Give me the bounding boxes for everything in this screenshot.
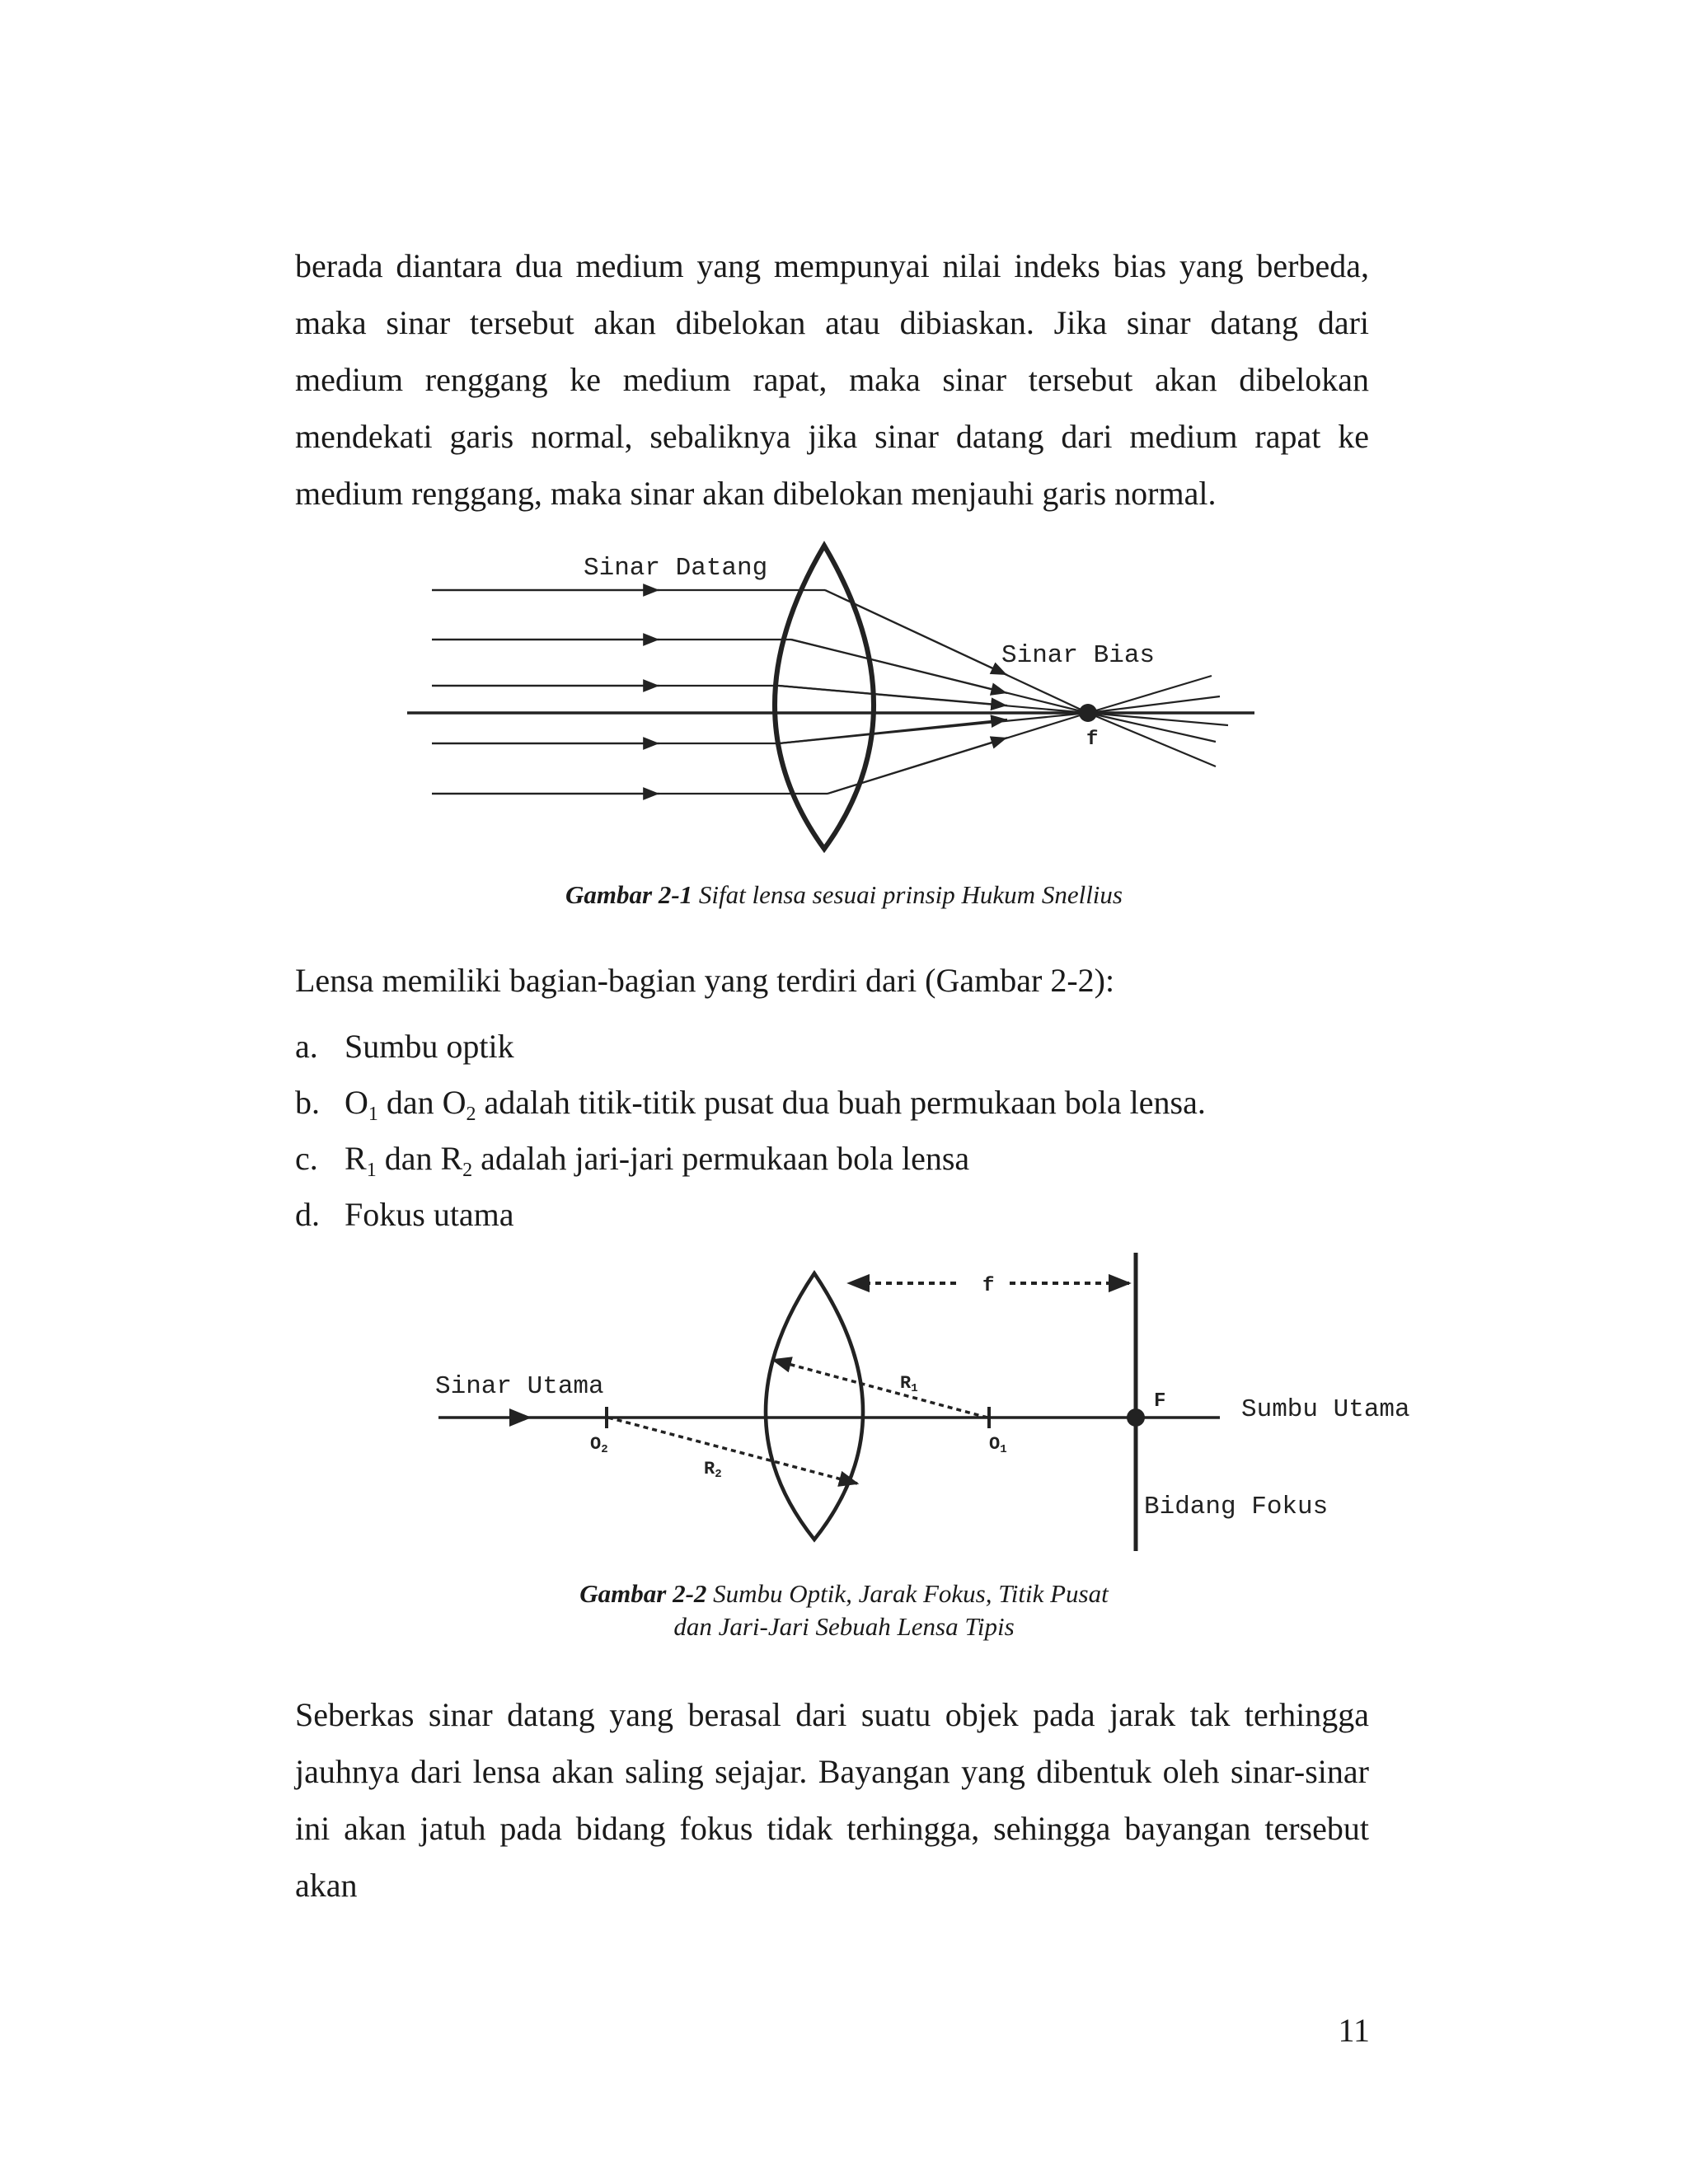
label-F: F xyxy=(1154,1390,1166,1413)
list-text xyxy=(345,1080,1206,1136)
lens-parts-lead: Lensa memiliki bagian-bagian yang terdiri dari (Gambar 2-2): xyxy=(295,962,1115,999)
label-R1-letter: R xyxy=(900,1373,912,1394)
text-r: R xyxy=(345,1140,367,1177)
text-dan-r: dan R xyxy=(376,1140,463,1177)
label-O2-letter: O xyxy=(590,1434,602,1455)
label-refracted-rays: Sinar Bias xyxy=(1001,641,1156,670)
label-O1 xyxy=(989,1434,1007,1456)
text-rest: adalah titik-titik pusat dua buah permukaan bola lensa. xyxy=(476,1084,1206,1121)
label-f: f xyxy=(982,1275,995,1297)
list-marker: a. xyxy=(295,1028,318,1065)
focal-point xyxy=(1079,704,1097,722)
label-O2 xyxy=(590,1434,608,1456)
closing-paragraph: Seberkas sinar datang yang berasal dari suatu objek pada jarak tak terhingga jauhnya dari lensa akan saling sejajar. Bayangan yang dibentuk oleh sinar-sinar ini akan jatuh pada bidang fokus tidak terhingga, sehingga bayangan tersebut akan xyxy=(295,1696,1369,1904)
label-main-ray: Sinar Utama xyxy=(435,1372,604,1401)
subscript-1: 1 xyxy=(368,1104,378,1125)
label-focus-f: f xyxy=(1086,729,1099,751)
figure-1-caption xyxy=(0,879,1688,912)
text-rest: adalah jari-jari permukaan bola lensa xyxy=(472,1140,970,1177)
text-o: O xyxy=(345,1084,368,1121)
radius-r2 xyxy=(608,1418,857,1483)
text-dan-o: dan O xyxy=(377,1084,467,1121)
figure-lens-parts xyxy=(435,1253,1410,1551)
label-main-axis: Sumbu Utama xyxy=(1241,1395,1410,1424)
incoming-rays xyxy=(432,590,828,794)
figure-1-caption-label: Gambar 2-1 xyxy=(565,880,693,909)
label-O1-letter: O xyxy=(989,1434,1001,1455)
list-text xyxy=(345,1136,969,1192)
refracted-rays xyxy=(779,590,1228,794)
radius-r1 xyxy=(773,1360,987,1418)
label-R1 xyxy=(900,1373,918,1395)
figure-1-caption-text: Sifat lensa sesuai prinsip Hukum Snellius xyxy=(692,880,1123,909)
convex-lens xyxy=(775,546,874,849)
list-marker: b. xyxy=(295,1084,320,1121)
list-marker: c. xyxy=(295,1140,318,1177)
list-item xyxy=(295,1024,1206,1080)
list-marker: d. xyxy=(295,1196,320,1233)
lens-parts-list xyxy=(295,1024,1206,1248)
figure-2-caption-line1: Sumbu Optik, Jarak Fokus, Titik Pusat xyxy=(706,1579,1109,1608)
list-text: Sumbu optik xyxy=(345,1028,514,1065)
label-R2-sub: 2 xyxy=(715,1468,722,1481)
intro-paragraph: berada diantara dua medium yang mempunyai nilai indeks bias yang berbeda, maka sinar tersebut akan dibelokan atau dibiaskan. Jika sinar datang dari medium renggang ke medium rapat, maka sinar tersebut akan dibelokan mendekati garis normal, sebaliknya jika sinar datang dari medium rapat ke medium renggang, maka sinar akan dibelokan menjauhi garis normal. xyxy=(295,247,1369,512)
figure-2-caption-line2: dan Jari-Jari Sebuah Lensa Tipis xyxy=(673,1612,1015,1641)
label-O1-sub: 1 xyxy=(1000,1443,1007,1456)
list-item xyxy=(295,1192,1206,1248)
label-O2-sub: 2 xyxy=(601,1443,608,1456)
label-R2 xyxy=(704,1459,722,1481)
label-R2-letter: R xyxy=(704,1459,715,1479)
list-item xyxy=(295,1080,1206,1136)
list-item xyxy=(295,1136,1206,1192)
subscript-2: 2 xyxy=(466,1104,476,1125)
page-number: 11 xyxy=(1338,2012,1370,2049)
label-incoming-rays: Sinar Datang xyxy=(584,554,768,583)
subscript-1: 1 xyxy=(366,1160,377,1181)
figure-2-caption-label: Gambar 2-2 xyxy=(579,1579,707,1608)
figure-2-caption xyxy=(0,1577,1688,1643)
subscript-2: 2 xyxy=(462,1160,473,1181)
list-text: Fokus utama xyxy=(345,1196,514,1233)
main-ray-arrow xyxy=(509,1408,532,1427)
label-R1-sub: 1 xyxy=(911,1382,918,1395)
thin-lens xyxy=(766,1273,863,1540)
focal-point-F xyxy=(1127,1408,1145,1427)
label-focal-plane: Bidang Fokus xyxy=(1144,1493,1329,1521)
